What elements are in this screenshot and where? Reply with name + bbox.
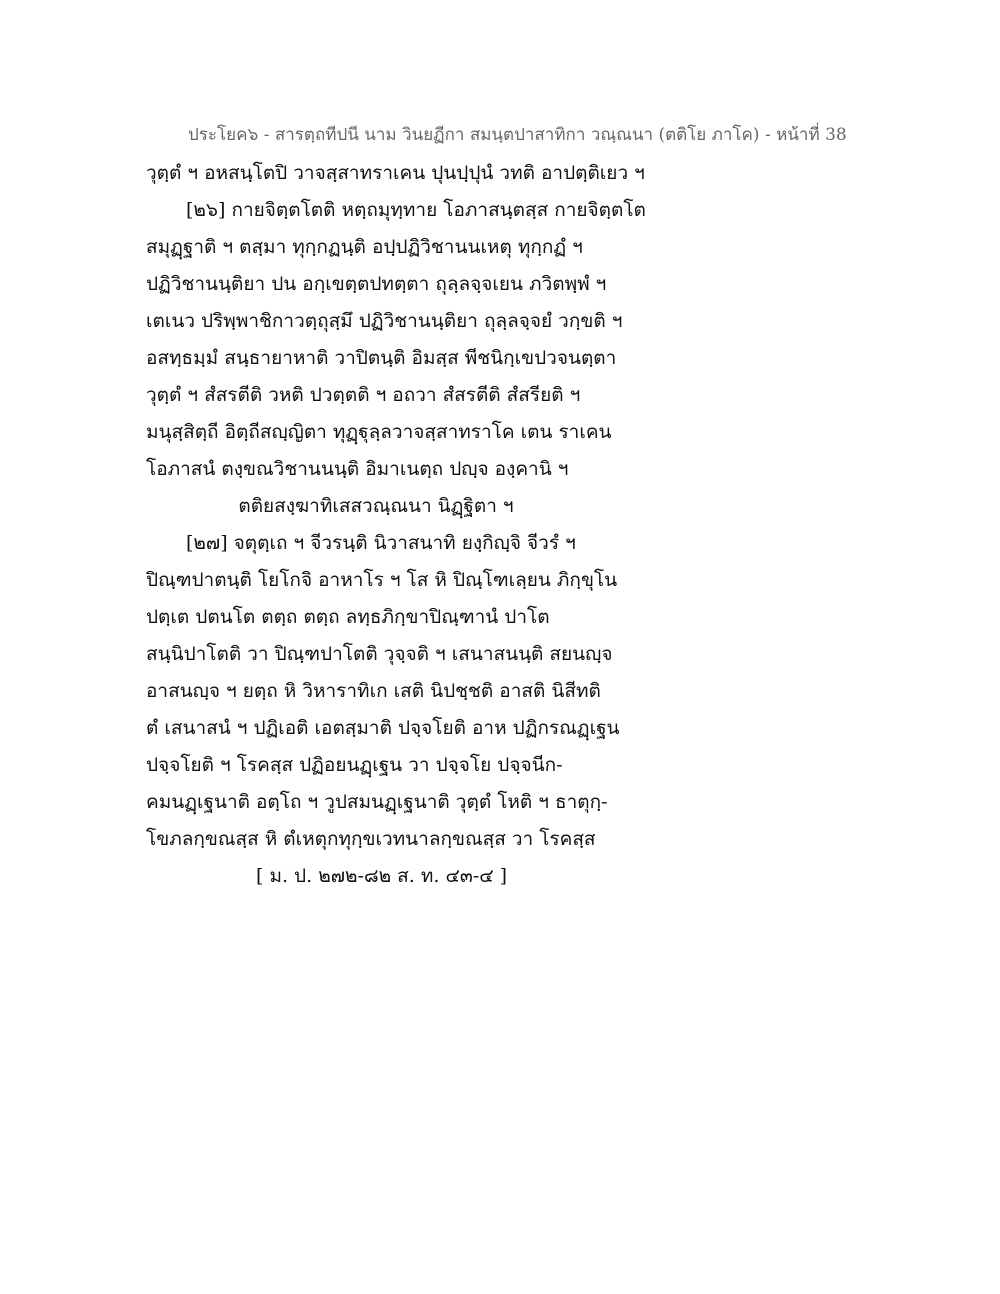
running-header: ประโยค๖ - สารตฺถทีปนี นาม วินยฏีกา สมนฺตปาสาทิกา วณฺณนา (ตติโย ภาโค) - หน้าที่ 38 xyxy=(188,125,847,145)
text-line: โขภลกฺขณสฺส หิ ตํเหตุกทุกฺขเวทนาลกฺขณสฺส วา โรคสฺส xyxy=(146,828,596,850)
text-line: เตเนว ปริพฺพาชิกาวตฺถุสฺมึ ปฏิวิชานนฺติยา ถุลฺลจฺจยํ วกฺขติ ฯ xyxy=(146,310,623,332)
paragraph-27-start: [๒๗] จตุตฺเถ ฯ จีวรนฺติ นิวาสนาทิ ยงฺกิญฺจิ จีวรํ ฯ xyxy=(186,532,576,554)
text-line: อสทฺธมฺมํ สนฺธายาหาติ วาปิตนฺติ อิมสฺส พีชนิกฺเขปวจนตฺตา xyxy=(146,347,617,369)
text-line: สนฺนิปาโตติ วา ปิณฺฑปาโตติ วุจฺจติ ฯ เสนาสนนฺติ สยนญฺจ xyxy=(146,643,613,665)
section-end-heading: ตติยสงฺฆาทิเสสวณฺณนา นิฏฺฐิตา ฯ xyxy=(238,495,514,517)
reference-note: [ ม. ป. ๒๗๒-๘๒ ส. ท. ๔๓-๔ ] xyxy=(256,865,508,887)
text-line: ปตฺเต ปตนโต ตตฺถ ตตฺถ ลทฺธภิกฺขาปิณฺฑานํ ปาโต xyxy=(146,606,550,628)
text-line: อาสนญฺจ ฯ ยตฺถ หิ วิหาราทิเก เสติ นิปชฺชติ อาสติ นิสีทติ xyxy=(146,680,601,702)
body-text xyxy=(146,155,666,895)
text-line: มนุสฺสิตฺถี อิตฺถีสญฺญิตา ทุฏฺฐุลฺลวาจสฺสาทราโค เตน ราเคน xyxy=(146,421,612,443)
text-line: โอภาสนํ ตงฺขณวิชานนนฺติ อิมาเนตฺถ ปญฺจ องฺคานิ ฯ xyxy=(146,458,569,480)
text-line: ปจฺจโยติ ฯ โรคสฺส ปฏิอยนฏฺเฐน วา ปจฺจโย ปจฺจนีก- xyxy=(146,754,563,776)
paragraph-26-start: [๒๖] กายจิตฺตโตติ หตฺถมุทฺทาย โอภาสนฺตสฺส กายจิตฺตโต xyxy=(186,199,646,221)
text-line: คมนฏฺเฐนาติ อตฺโถ ฯ วูปสมนฏฺเฐนาติ วุตฺตํ โหติ ฯ ธาตุกฺ- xyxy=(146,791,608,813)
text-line: สมุฏฺฐาติ ฯ ตสฺมา ทุกฺกฏนฺติ อปฺปฏิวิชานนเหตุ ทุกฺกฏํ ฯ xyxy=(146,236,583,258)
text-line: วุตฺตํ ฯ อหสนฺโตปิ วาจสฺสาทราเคน ปุนปฺปุนํ วทติ อาปตฺติเยว ฯ xyxy=(146,162,645,184)
text-line: ตํ เสนาสนํ ฯ ปฏิเอติ เอตสฺมาติ ปจฺจโยติ อาห ปฏิกรณฏฺเฐน xyxy=(146,717,620,739)
text-line: ปฏิวิชานนฺติยา ปน อกฺเขตฺตปทตฺตา ถุลฺลจฺจเยน ภวิตพฺพํ ฯ xyxy=(146,273,607,295)
text-line: วุตฺตํ ฯ สํสรตีติ วหติ ปวตฺตติ ฯ อถวา สํสรตีติ สํสรียติ ฯ xyxy=(146,384,581,406)
text-line: ปิณฺฑปาตนฺติ โยโกจิ อาหาโร ฯ โส หิ ปิณฺโฑเลฺยน ภิกฺขุโน xyxy=(146,569,618,591)
